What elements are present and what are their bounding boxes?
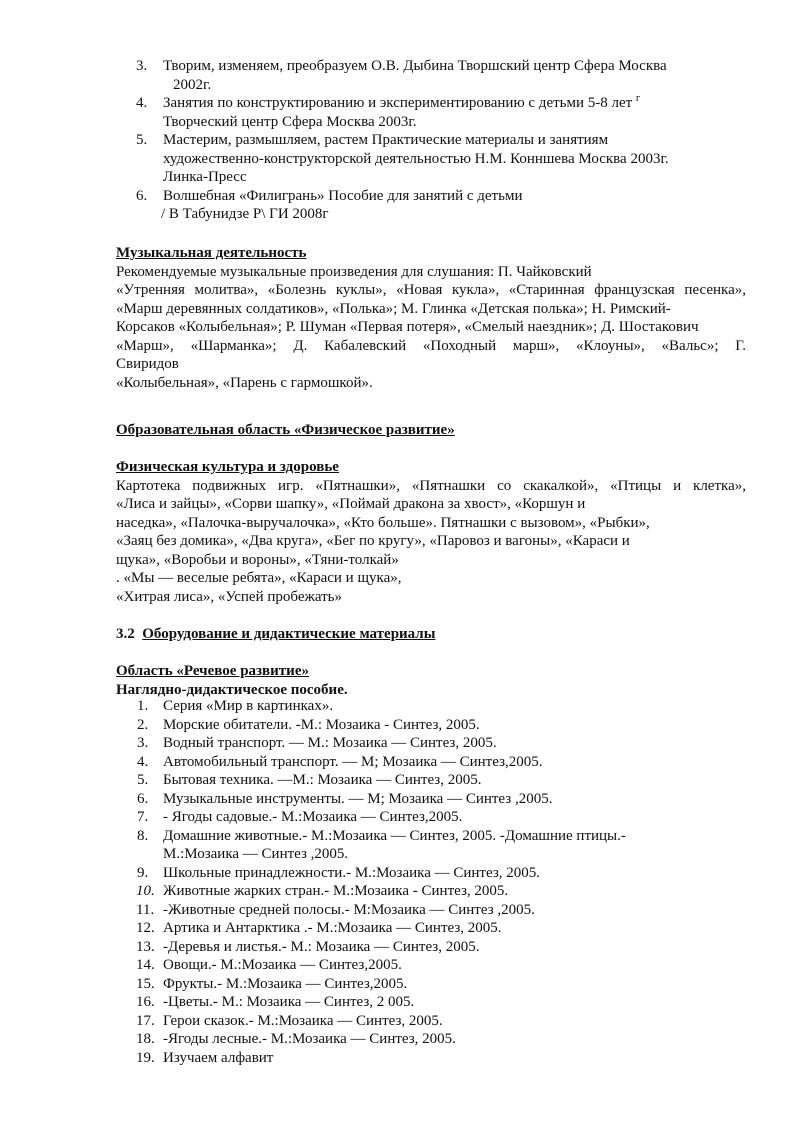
- list-item-text: -Деревья и листья.- М.: Мозаика — Синтез, 2005.: [163, 938, 480, 955]
- word: песенка»,: [684, 282, 746, 298]
- list-number: 10.: [136, 883, 155, 899]
- paragraph-line: наседка», «Палочка-выручалочка», «Кто больше». Пятнашки с вызовом», «Рыбки»,: [116, 514, 650, 531]
- equipment-section: [116, 625, 746, 644]
- list-number: 15.: [136, 975, 155, 992]
- speech-section: [116, 662, 746, 699]
- list-number: 1.: [137, 698, 149, 714]
- list-item-text: Артика и Антарктика .- М.:Мозаика — Синтез, 2005.: [163, 920, 502, 936]
- paragraph-line: «Лиса и зайцы», «Сорви шапку», «Поймай дракона за хвост», «Коршун и: [116, 496, 586, 512]
- list-item: [137, 975, 757, 994]
- list-item-text: Автомобильный транспорт. — М; Мозаика — Синтез,2005.: [163, 753, 543, 770]
- list-number: 12.: [136, 920, 155, 936]
- list-item: [137, 716, 757, 735]
- paragraph-line: [116, 281, 746, 300]
- list-item-text: Серия «Мир в картинках».: [163, 698, 334, 714]
- list-number: 14.: [136, 957, 155, 973]
- paragraph-line: щука», «Воробьи и вороны», «Тяни-толкай»: [116, 551, 399, 568]
- list-item: [137, 771, 757, 790]
- literature-item: [136, 131, 756, 187]
- list-item-text: -Ягоды лесные.- М.:Мозаика — Синтез, 2005.: [163, 1031, 456, 1047]
- list-item: [137, 734, 757, 753]
- paragraph-line: «Марш», «Шарманка»; Д. Кабалевский «Походный марш», «Клоуны», «Вальс»; Г.: [116, 337, 746, 354]
- list-item: [137, 1030, 757, 1049]
- list-item-text: Водный транспорт. — М.: Мозаика — Синтез, 2005.: [163, 735, 497, 751]
- list-number: 3.: [136, 58, 148, 74]
- paragraph-line: «Колыбельная», «Парень с гармошкой».: [116, 374, 373, 391]
- list-number: 19.: [136, 1049, 155, 1066]
- list-item-text: Мастерим, размышляем, растем Практические материалы и занятиям: [163, 132, 609, 148]
- word: французская: [594, 282, 675, 298]
- section-heading: Музыкальная деятельность: [116, 245, 307, 261]
- paragraph-line: «Марш деревянных солдатиков», «Полька»; М. Глинка «Детская полька»; Н. Римский-: [116, 300, 671, 317]
- list-item-text: Фрукты.- М.:Мозаика — Синтез,2005.: [163, 975, 408, 992]
- list-item: [137, 1049, 757, 1068]
- paragraph-line: . «Мы — веселые ребята», «Караси и щука»,: [116, 570, 402, 586]
- paragraph-line: Корсаков «Колыбельная»; Р. Шуман «Первая потеря», «Смелый наездник»; Д. Шостакович: [116, 319, 699, 335]
- list-item-text: / В Табунидзе Р\ ГИ 2008г: [161, 206, 329, 222]
- paragraph-line: Рекомендуемые музыкальные произведения для слушания: П. Чайковский: [116, 263, 592, 280]
- list-item-text: Герои сказок.- М.:Мозаика — Синтез, 2005.: [163, 1012, 443, 1029]
- section-heading: [116, 625, 746, 644]
- list-number: 5.: [137, 772, 149, 788]
- list-number: 8.: [137, 827, 149, 844]
- word: куклы»,: [335, 282, 387, 298]
- list-item-text: художественно-конструкторской деятельностью Н.М. Конншева Москва 2003г.: [163, 150, 669, 167]
- list-item-text: Волшебная «Филигрань» Пособие для занятий с детьми: [163, 187, 523, 204]
- list-item-text: -Цветы.- М.: Мозаика — Синтез, 2 005.: [163, 994, 415, 1010]
- list-number: 3.: [137, 735, 149, 751]
- list-item-text: Творим, изменяем, преобразуем О.В. Дыбина Творшский центр Сфера Москва: [163, 58, 667, 74]
- list-item: [137, 882, 757, 901]
- paragraph-line: Свиридов: [116, 356, 179, 372]
- list-number: 7.: [137, 809, 149, 825]
- list-item-text: Животные жарких стран.- М.:Мозаика - Синтез, 2005.: [163, 883, 509, 899]
- list-item-text: Линка-Пресс: [163, 169, 247, 185]
- list-item: [137, 790, 757, 809]
- list-number: 9.: [137, 864, 149, 881]
- word: «Новая: [396, 282, 443, 298]
- list-number: 2.: [137, 716, 149, 733]
- list-item: [137, 1012, 757, 1031]
- section-heading: Область «Речевое развитие»: [116, 663, 309, 679]
- list-number: 4.: [137, 753, 149, 770]
- list-item-text: Овощи.- М.:Мозаика — Синтез,2005.: [163, 957, 402, 973]
- word: «Утренняя: [116, 282, 185, 298]
- list-item: [137, 956, 757, 975]
- phys-area-section: [116, 421, 746, 440]
- list-number: 13.: [136, 938, 155, 955]
- section-subheading: Наглядно-дидактическое пособие.: [116, 681, 348, 698]
- list-item-text: Домашние животные.- М.:Мозаика — Синтез, 2005. -Домашние птицы.-: [163, 827, 626, 844]
- list-item: [137, 993, 757, 1012]
- list-item-text: М.:Мозаика — Синтез ,2005.: [163, 846, 349, 862]
- list-item-text: Изучаем алфавит: [163, 1049, 274, 1066]
- literature-item: [136, 57, 756, 94]
- superscript: г: [635, 93, 641, 104]
- list-number: 11.: [136, 901, 155, 918]
- phys-section: [116, 458, 746, 606]
- list-item-text: Музыкальные инструменты. — М; Мозаика — Синтез ,2005.: [163, 790, 553, 807]
- list-number: 5.: [136, 132, 148, 148]
- paragraph-line: Картотека подвижных игр. «Пятнашки», «Пятнашки со скакалкой», «Птицы и клетка»,: [116, 477, 746, 494]
- list-item: [137, 827, 757, 864]
- list-number: 18.: [136, 1031, 155, 1047]
- section-number: 3.2: [116, 626, 135, 642]
- list-number: 4.: [136, 95, 148, 111]
- list-item: [137, 864, 757, 883]
- list-item-text: 2002г.: [173, 76, 212, 93]
- music-section: [116, 244, 746, 392]
- list-item: [137, 901, 757, 920]
- list-item: [137, 938, 757, 957]
- list-item: [137, 753, 757, 772]
- section-heading: Образовательная область «Физическое развитие»: [116, 422, 455, 438]
- list-number: 6.: [136, 187, 148, 204]
- list-item: [137, 808, 757, 827]
- materials-list: [137, 697, 757, 1067]
- list-item-text: Бытовая техника. —М.: Мозаика — Синтез, 2005.: [163, 772, 482, 788]
- list-item-text: [163, 94, 756, 113]
- literature-item: [136, 187, 756, 224]
- word: «Старинная: [508, 282, 585, 298]
- list-item-text: Творческий центр Сфера Москва 2003г.: [163, 113, 417, 130]
- literature-list: [136, 57, 756, 224]
- list-item-text: Школьные принадлежности.- М.:Мозаика — Синтез, 2005.: [163, 864, 540, 881]
- list-item: [137, 919, 757, 938]
- list-item-text-part: Занятия по конструктированию и экспериментированию с детьми 5-8 лет: [163, 95, 633, 111]
- list-item: [137, 697, 757, 716]
- list-number: 6.: [137, 790, 149, 807]
- list-number: 16.: [136, 994, 155, 1010]
- list-item-text: - Ягоды садовые.- М.:Мозаика — Синтез,2005.: [163, 809, 463, 825]
- list-item-text: -Животные средней полосы.- М:Мозаика — Синтез ,2005.: [163, 901, 535, 918]
- paragraph-line: «Хитрая лиса», «Успей пробежать»: [116, 588, 343, 605]
- word: кукла»,: [451, 282, 500, 298]
- word: молитва»,: [194, 282, 259, 298]
- paragraph-line: «Заяц без домика», «Два круга», «Бег по кругу», «Паровоз и вагоны», «Караси и: [116, 533, 630, 549]
- section-title: Оборудование и дидактические материалы: [142, 626, 436, 642]
- word: «Болезнь: [267, 282, 327, 298]
- list-number: 17.: [136, 1012, 155, 1029]
- section-heading: Физическая культура и здоровье: [116, 459, 339, 475]
- literature-item: [136, 94, 756, 131]
- list-item-text: Морские обитатели. -М.: Мозаика - Синтез, 2005.: [163, 716, 480, 733]
